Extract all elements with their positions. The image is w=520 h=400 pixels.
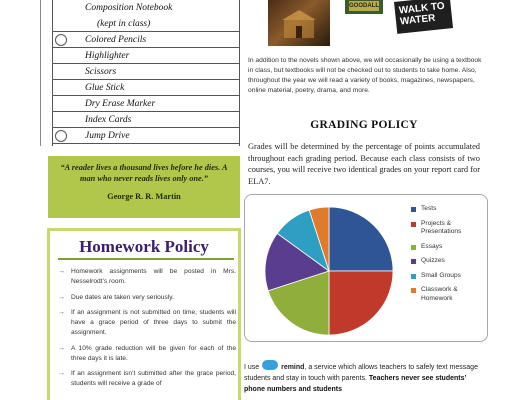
remind-bubble-icon bbox=[262, 360, 278, 370]
supply-item: Scissors bbox=[53, 64, 239, 80]
novel-cover-2 bbox=[345, 0, 383, 14]
quote-text: “A reader lives a thousand lives before he dies. A man who never reads lives only one.” bbox=[60, 163, 228, 183]
book-art-icon bbox=[278, 6, 320, 42]
legend-swatch bbox=[411, 259, 416, 264]
legend-label: Projects & Presentations bbox=[421, 219, 462, 235]
supply-list bbox=[52, 0, 240, 146]
arrow-right-icon: → bbox=[58, 268, 65, 275]
legend-item bbox=[411, 220, 485, 237]
legend-item bbox=[411, 272, 485, 281]
legend-label: Essays bbox=[421, 242, 443, 250]
legend-label: Small Groups bbox=[421, 271, 461, 279]
novel-cover-3-title: WALK TO WATER bbox=[398, 0, 446, 28]
legend-swatch bbox=[411, 274, 416, 279]
legend-label: Classwork & Homework bbox=[421, 286, 458, 302]
pie-slice-projects-presentations bbox=[329, 271, 393, 335]
novel-cover-2-label: GOODALL bbox=[349, 3, 379, 9]
legend-swatch bbox=[411, 288, 416, 293]
homework-title-divider bbox=[58, 258, 234, 260]
supply-item: Glue Stick bbox=[53, 80, 239, 96]
remind-word: remind bbox=[281, 364, 305, 371]
grading-policy-paragraph: Grades will be determined by the percentage of points accumulated throughout each grading period. Because each class consists of two courses, you will receive two identical grades on your report card for ELA7. bbox=[248, 142, 480, 186]
binder-hole-icon bbox=[55, 34, 67, 46]
arrow-right-icon: → bbox=[58, 370, 65, 378]
supply-item: Index Cards bbox=[53, 112, 239, 128]
arrow-right-icon: → bbox=[58, 344, 65, 352]
homework-policy-item bbox=[58, 308, 236, 337]
pie-slice-tests bbox=[329, 207, 393, 271]
novel-cover-3 bbox=[394, 0, 453, 34]
legend-item bbox=[411, 243, 485, 252]
homework-policy-title: Homework Policy bbox=[79, 237, 209, 256]
quote-author: George R. R. Martin bbox=[107, 192, 181, 201]
homework-policy-item bbox=[58, 344, 236, 364]
reading-materials-paragraph: In addition to the novels shown above, we will occasionally be using a textbook in class, but textbooks will not be checked out to students to take home. Also, throughout the year we will read a variety of books, magazines, newspapers, online material, poetry, drama, and more. bbox=[248, 57, 482, 94]
homework-policy-item-text: Homework assignments will be posted in Mrs. Nesselrodt’s room. bbox=[71, 268, 236, 285]
homework-policy-item-text: Due dates are taken very seriously. bbox=[71, 293, 174, 301]
legend-item bbox=[411, 257, 485, 266]
homework-policy-item-text: A 10% grade reduction will be given for each of the three days it is late. bbox=[71, 344, 236, 362]
supply-item: Jump Drive bbox=[53, 128, 239, 144]
arrow-right-icon: → bbox=[58, 293, 65, 301]
legend-label: Tests bbox=[421, 205, 437, 212]
homework-policy-list bbox=[58, 267, 236, 395]
supply-item: Colored Pencils bbox=[53, 32, 239, 48]
legend-swatch bbox=[411, 207, 416, 212]
homework-policy-item bbox=[58, 369, 236, 389]
supply-item: (kept in class) bbox=[53, 16, 239, 32]
remind-privacy-note: Teachers never see students’ phone numbers and students bbox=[244, 375, 467, 393]
homework-policy-item-text: If an assignment is not submitted on time, students will have a grace period of three days to submit the assignment. bbox=[71, 309, 236, 336]
legend-item bbox=[411, 286, 485, 303]
remind-paragraph bbox=[244, 360, 488, 395]
chart-legend bbox=[411, 205, 485, 309]
notebook-margin-line bbox=[40, 0, 41, 146]
homework-policy-item bbox=[58, 267, 236, 287]
grading-policy-title: GRADING POLICY bbox=[310, 119, 418, 131]
supply-item: Highlighter bbox=[53, 48, 239, 64]
grading-pie-chart bbox=[244, 194, 488, 342]
homework-policy-item bbox=[58, 293, 236, 303]
arrow-right-icon: → bbox=[58, 309, 65, 317]
quote-box bbox=[48, 156, 240, 218]
homework-policy-box bbox=[47, 228, 241, 400]
legend-label: Quizzes bbox=[421, 257, 445, 264]
pie-chart-svg bbox=[245, 195, 411, 343]
remind-description: , a service which allows teachers to safely text message students and stay in touch with parents. bbox=[244, 364, 478, 382]
legend-swatch bbox=[411, 245, 416, 250]
remind-prefix: I use bbox=[244, 364, 260, 371]
novel-cover-1-art bbox=[278, 6, 320, 43]
homework-policy-item-text: If an assignment isn’t submitted after the grace period, students will receive a grade of bbox=[71, 370, 236, 388]
binder-hole-icon bbox=[55, 130, 67, 142]
legend-item bbox=[411, 205, 485, 214]
supply-item: Composition Notebook bbox=[85, 3, 173, 13]
legend-swatch bbox=[411, 222, 416, 227]
supply-item: Dry Erase Marker bbox=[53, 96, 239, 112]
novel-cover-1 bbox=[268, 0, 330, 46]
